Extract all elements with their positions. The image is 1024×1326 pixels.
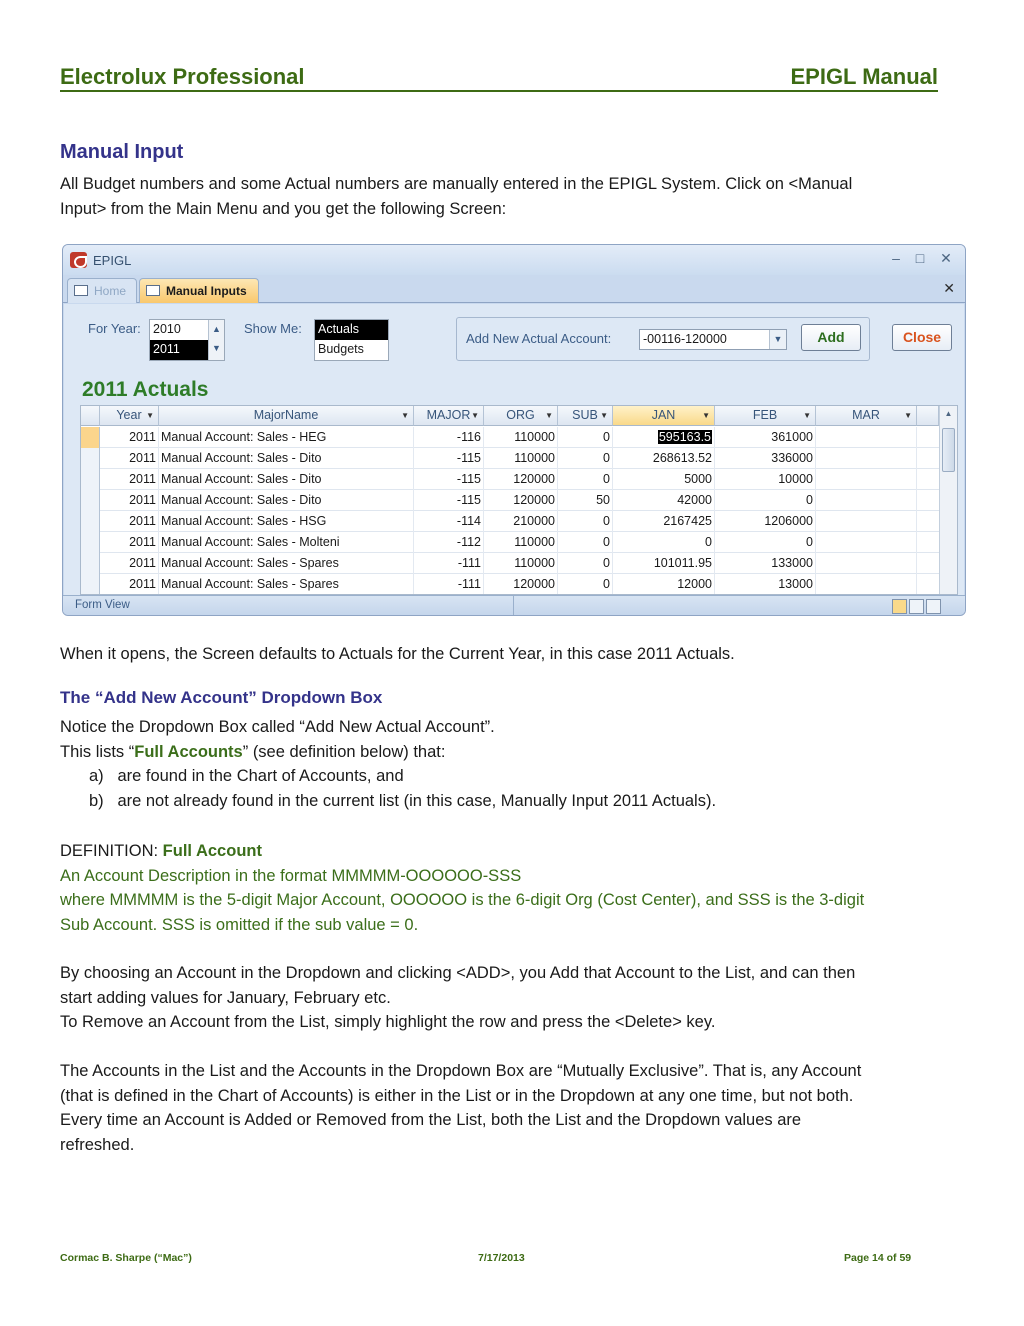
cell-org[interactable]: 110000 <box>484 427 558 448</box>
cell-feb[interactable]: 1206000 <box>715 511 816 532</box>
cell-org[interactable]: 210000 <box>484 511 558 532</box>
year-option-selected[interactable]: 2011 <box>150 340 208 360</box>
cell-majorname[interactable]: Manual Account: Sales - Dito <box>159 448 414 469</box>
cell-mar[interactable] <box>816 574 917 595</box>
definition-block <box>60 839 864 937</box>
cell-sub[interactable]: 0 <box>558 532 613 553</box>
window-titlebar <box>63 245 965 275</box>
list-item: a) are found in the Chart of Accounts, and <box>89 767 404 785</box>
col-header-major[interactable]: MAJOR ▼ <box>414 406 484 426</box>
form-icon <box>146 285 160 296</box>
choose-line: To Remove an Account from the List, simply highlight the row and press the <Delete> key. <box>60 1013 716 1031</box>
definition-line: Sub Account. SSS is omitted if the sub value = 0. <box>60 915 419 934</box>
choose-paragraph <box>60 961 855 1035</box>
design-view-icon[interactable] <box>926 599 941 614</box>
intro-paragraph <box>60 172 852 221</box>
form-icon <box>74 285 88 296</box>
cell-org[interactable]: 110000 <box>484 553 558 574</box>
cell-jan[interactable]: 268613.52 <box>613 448 715 469</box>
cell-org[interactable]: 110000 <box>484 448 558 469</box>
cell-majorname[interactable]: Manual Account: Sales - Dito <box>159 490 414 511</box>
row-selector[interactable] <box>81 448 100 469</box>
tab-manual-inputs[interactable] <box>139 278 259 303</box>
tab-label: Manual Inputs <box>166 284 247 298</box>
access-app-icon <box>70 252 87 268</box>
cell-org[interactable]: 120000 <box>484 490 558 511</box>
row-selector[interactable] <box>81 532 100 553</box>
table-row[interactable] <box>81 574 939 595</box>
full-accounts-term: Full Accounts <box>134 742 243 761</box>
cell-mar[interactable] <box>816 427 917 448</box>
definition-term: Full Account <box>162 842 262 860</box>
cell-org[interactable]: 110000 <box>484 532 558 553</box>
cell-year[interactable]: 2011 <box>100 511 159 532</box>
page-header <box>60 62 938 92</box>
cell-feb[interactable]: 361000 <box>715 427 816 448</box>
col-header-feb[interactable]: FEB ▼ <box>715 406 816 426</box>
minimize-icon[interactable]: – <box>892 250 900 266</box>
cell-major[interactable]: -115 <box>414 490 484 511</box>
cell-jan[interactable]: 0 <box>613 532 715 553</box>
choose-line: start adding values for January, February etc. <box>60 988 391 1007</box>
accounts-grid[interactable] <box>80 405 958 595</box>
col-header-sub[interactable]: SUB ▼ <box>558 406 613 426</box>
scroll-thumb[interactable] <box>942 428 955 472</box>
table-row[interactable] <box>81 469 939 490</box>
row-selector[interactable] <box>81 553 100 574</box>
cell-jan[interactable] <box>613 427 715 448</box>
cell-majorname[interactable]: Manual Account: Sales - Spares <box>159 553 414 574</box>
table-row[interactable] <box>81 490 939 511</box>
cell-year[interactable]: 2011 <box>100 469 159 490</box>
col-header-org[interactable]: ORG ▼ <box>484 406 558 426</box>
cell-org[interactable]: 120000 <box>484 574 558 595</box>
definition-heading: DEFINITION: Full Account <box>60 842 262 860</box>
cell-mar[interactable] <box>816 532 917 553</box>
cell-sub[interactable]: 50 <box>558 490 613 511</box>
cell-jan[interactable]: 42000 <box>613 490 715 511</box>
row-selector[interactable] <box>81 511 100 532</box>
definition-line: where MMMMM is the 5-digit Major Account, OOOOOO is the 6-digit Org (Cost Center), and SSS is the 3-digit <box>60 891 865 909</box>
year-option[interactable]: 2010 <box>153 322 181 336</box>
cell-feb[interactable]: 13000 <box>715 574 816 595</box>
maximize-icon[interactable]: □ <box>915 250 925 266</box>
status-bar <box>63 595 965 616</box>
chevron-down-icon[interactable]: ▼ <box>471 411 479 420</box>
row-selector[interactable] <box>81 574 100 595</box>
chevron-down-icon[interactable]: ▼ <box>904 411 912 420</box>
cell-year[interactable]: 2011 <box>100 553 159 574</box>
definition-line: An Account Description in the format MMMMM-OOOOOO-SSS <box>60 866 522 885</box>
manual-inputs-form <box>64 304 964 595</box>
mutual-line: refreshed. <box>60 1135 135 1154</box>
cell-feb[interactable]: 0 <box>715 532 816 553</box>
dropdown-paragraph <box>60 715 716 813</box>
cell-major[interactable]: -112 <box>414 532 484 553</box>
col-header-filler <box>917 406 939 426</box>
status-text: Form View <box>75 599 130 611</box>
cell-edit-highlight[interactable]: 595163.5 <box>658 430 711 444</box>
mutual-line: The Accounts in the List and the Accounts in the Dropdown Box are “Mutually Exclusive”. That is, any Account <box>60 1062 862 1080</box>
show-option-selected[interactable]: Actuals <box>315 320 388 340</box>
show-me-label: Show Me: <box>244 321 302 336</box>
cell-year[interactable]: 2011 <box>100 427 159 448</box>
cell-feb[interactable]: 336000 <box>715 448 816 469</box>
table-row[interactable] <box>81 553 939 574</box>
cell-year[interactable]: 2011 <box>100 532 159 553</box>
mutual-line: Every time an Account is Added or Removed from the List, both the List and the Dropdown values are <box>60 1111 802 1129</box>
table-row[interactable] <box>81 448 939 469</box>
cell-majorname[interactable]: Manual Account: Sales - Dito <box>159 469 414 490</box>
header-doc-title: EPIGL Manual <box>790 64 938 89</box>
cell-major[interactable]: -116 <box>414 427 484 448</box>
form-heading: 2011 Actuals <box>82 378 209 401</box>
close-window-icon[interactable]: ✕ <box>940 250 952 266</box>
choose-line: By choosing an Account in the Dropdown and clicking <ADD>, you Add that Account to the List, and can then <box>60 964 856 982</box>
chevron-down-icon[interactable]: ▼ <box>600 411 608 420</box>
cell-jan[interactable]: 12000 <box>613 574 715 595</box>
cell-majorname[interactable]: Manual Account: Sales - Molteni <box>159 532 414 553</box>
header-company: Electrolux Professional <box>60 64 305 89</box>
cell-major[interactable]: -115 <box>414 469 484 490</box>
col-header-jan[interactable]: JAN ▼ <box>613 406 715 426</box>
col-header-year[interactable]: Year ▼ <box>100 406 159 426</box>
show-me-listbox[interactable] <box>314 319 389 361</box>
cell-jan[interactable]: 2167425 <box>613 511 715 532</box>
cell-mar[interactable] <box>816 511 917 532</box>
section-title-manual-input: Manual Input <box>60 141 184 163</box>
chevron-down-icon[interactable]: ▼ <box>769 330 786 349</box>
cell-mar[interactable] <box>816 490 917 511</box>
cell-major[interactable]: -114 <box>414 511 484 532</box>
document-tabs <box>63 275 965 303</box>
show-option[interactable]: Budgets <box>318 342 364 356</box>
cell-sub[interactable]: 0 <box>558 511 613 532</box>
cell-sub[interactable]: 0 <box>558 553 613 574</box>
cell-jan[interactable]: 101011.95 <box>613 553 715 574</box>
datasheet-view-icon[interactable] <box>909 599 924 614</box>
select-all-corner[interactable] <box>81 406 100 426</box>
cell-majorname[interactable]: Manual Account: Sales - HEG <box>159 427 414 448</box>
cell-sub[interactable]: 0 <box>558 427 613 448</box>
add-account-label: Add New Actual Account: <box>466 331 612 346</box>
table-row[interactable] <box>81 427 939 448</box>
add-account-dropdown[interactable] <box>639 329 787 350</box>
chevron-down-icon[interactable]: ▼ <box>545 411 553 420</box>
cell-major[interactable]: -111 <box>414 553 484 574</box>
dropdown-line: This lists “Full Accounts” (see definition below) that: <box>60 742 446 761</box>
chevron-down-icon[interactable]: ▼ <box>702 411 710 420</box>
cell-mar[interactable] <box>816 469 917 490</box>
table-row[interactable] <box>81 511 939 532</box>
chevron-down-icon[interactable]: ▼ <box>803 411 811 420</box>
section-title-dropdown: The “Add New Account” Dropdown Box <box>60 688 383 707</box>
cell-year[interactable]: 2011 <box>100 448 159 469</box>
cell-major[interactable]: -115 <box>414 448 484 469</box>
cell-feb[interactable]: 133000 <box>715 553 816 574</box>
mutual-line: (that is defined in the Chart of Accounts) is either in the List or in the Dropdown at any one time, but not both. <box>60 1086 854 1105</box>
row-selector[interactable] <box>81 490 100 511</box>
epigl-window <box>62 244 966 616</box>
footer-author: Cormac B. Sharpe (“Mac”) <box>60 1252 192 1264</box>
cell-sub[interactable]: 0 <box>558 448 613 469</box>
status-divider <box>513 596 514 616</box>
intro-line: Input> from the Main Menu and you get the following Screen: <box>60 199 507 218</box>
chevron-down-icon[interactable]: ▼ <box>401 411 409 420</box>
tab-home[interactable] <box>67 278 137 303</box>
table-row[interactable] <box>81 532 939 553</box>
close-button[interactable]: Close <box>892 324 952 351</box>
form-view-icon[interactable] <box>892 599 907 614</box>
cell-feb[interactable]: 10000 <box>715 469 816 490</box>
cell-year[interactable]: 2011 <box>100 490 159 511</box>
col-header-mar[interactable]: MAR ▼ <box>816 406 917 426</box>
opens-paragraph: When it opens, the Screen defaults to Actuals for the Current Year, in this case 2011 Actuals. <box>60 645 735 663</box>
footer-date: 7/17/2013 <box>478 1252 525 1264</box>
scroll-up-icon[interactable]: ▲ <box>944 409 953 418</box>
cell-mar[interactable] <box>816 553 917 574</box>
vertical-scrollbar[interactable] <box>939 406 957 594</box>
list-item: b) are not already found in the current list (in this case, Manually Input 2011 Actuals). <box>89 791 717 810</box>
row-selector[interactable] <box>81 427 100 448</box>
cell-majorname[interactable]: Manual Account: Sales - HSG <box>159 511 414 532</box>
cell-majorname[interactable]: Manual Account: Sales - Spares <box>159 574 414 595</box>
window-title: EPIGL <box>93 253 132 268</box>
col-header-majorname[interactable]: MajorName ▼ <box>159 406 414 426</box>
add-account-value: -00116-120000 <box>643 332 727 346</box>
cell-sub[interactable]: 0 <box>558 574 613 595</box>
cell-major[interactable]: -111 <box>414 574 484 595</box>
cell-org[interactable]: 120000 <box>484 469 558 490</box>
cell-mar[interactable] <box>816 448 917 469</box>
close-tab-icon[interactable]: ✕ <box>943 280 955 296</box>
intro-line: All Budget numbers and some Actual numbers are manually entered in the EPIGL System. Click on <Manual <box>60 175 853 193</box>
cell-sub[interactable]: 0 <box>558 469 613 490</box>
year-listbox[interactable] <box>149 319 225 361</box>
for-year-label: For Year: <box>88 321 141 336</box>
chevron-down-icon[interactable]: ▼ <box>146 411 154 420</box>
row-selector[interactable] <box>81 469 100 490</box>
cell-year[interactable]: 2011 <box>100 574 159 595</box>
add-button[interactable]: Add <box>801 324 861 351</box>
dropdown-line: Notice the Dropdown Box called “Add New Actual Account”. <box>60 718 495 736</box>
mutual-paragraph <box>60 1059 861 1157</box>
footer-page: Page 14 of 59 <box>844 1252 912 1264</box>
cell-feb[interactable]: 0 <box>715 490 816 511</box>
tab-label: Home <box>94 284 127 298</box>
cell-jan[interactable]: 5000 <box>613 469 715 490</box>
year-spin[interactable]: ▲ ▼ <box>208 320 224 360</box>
